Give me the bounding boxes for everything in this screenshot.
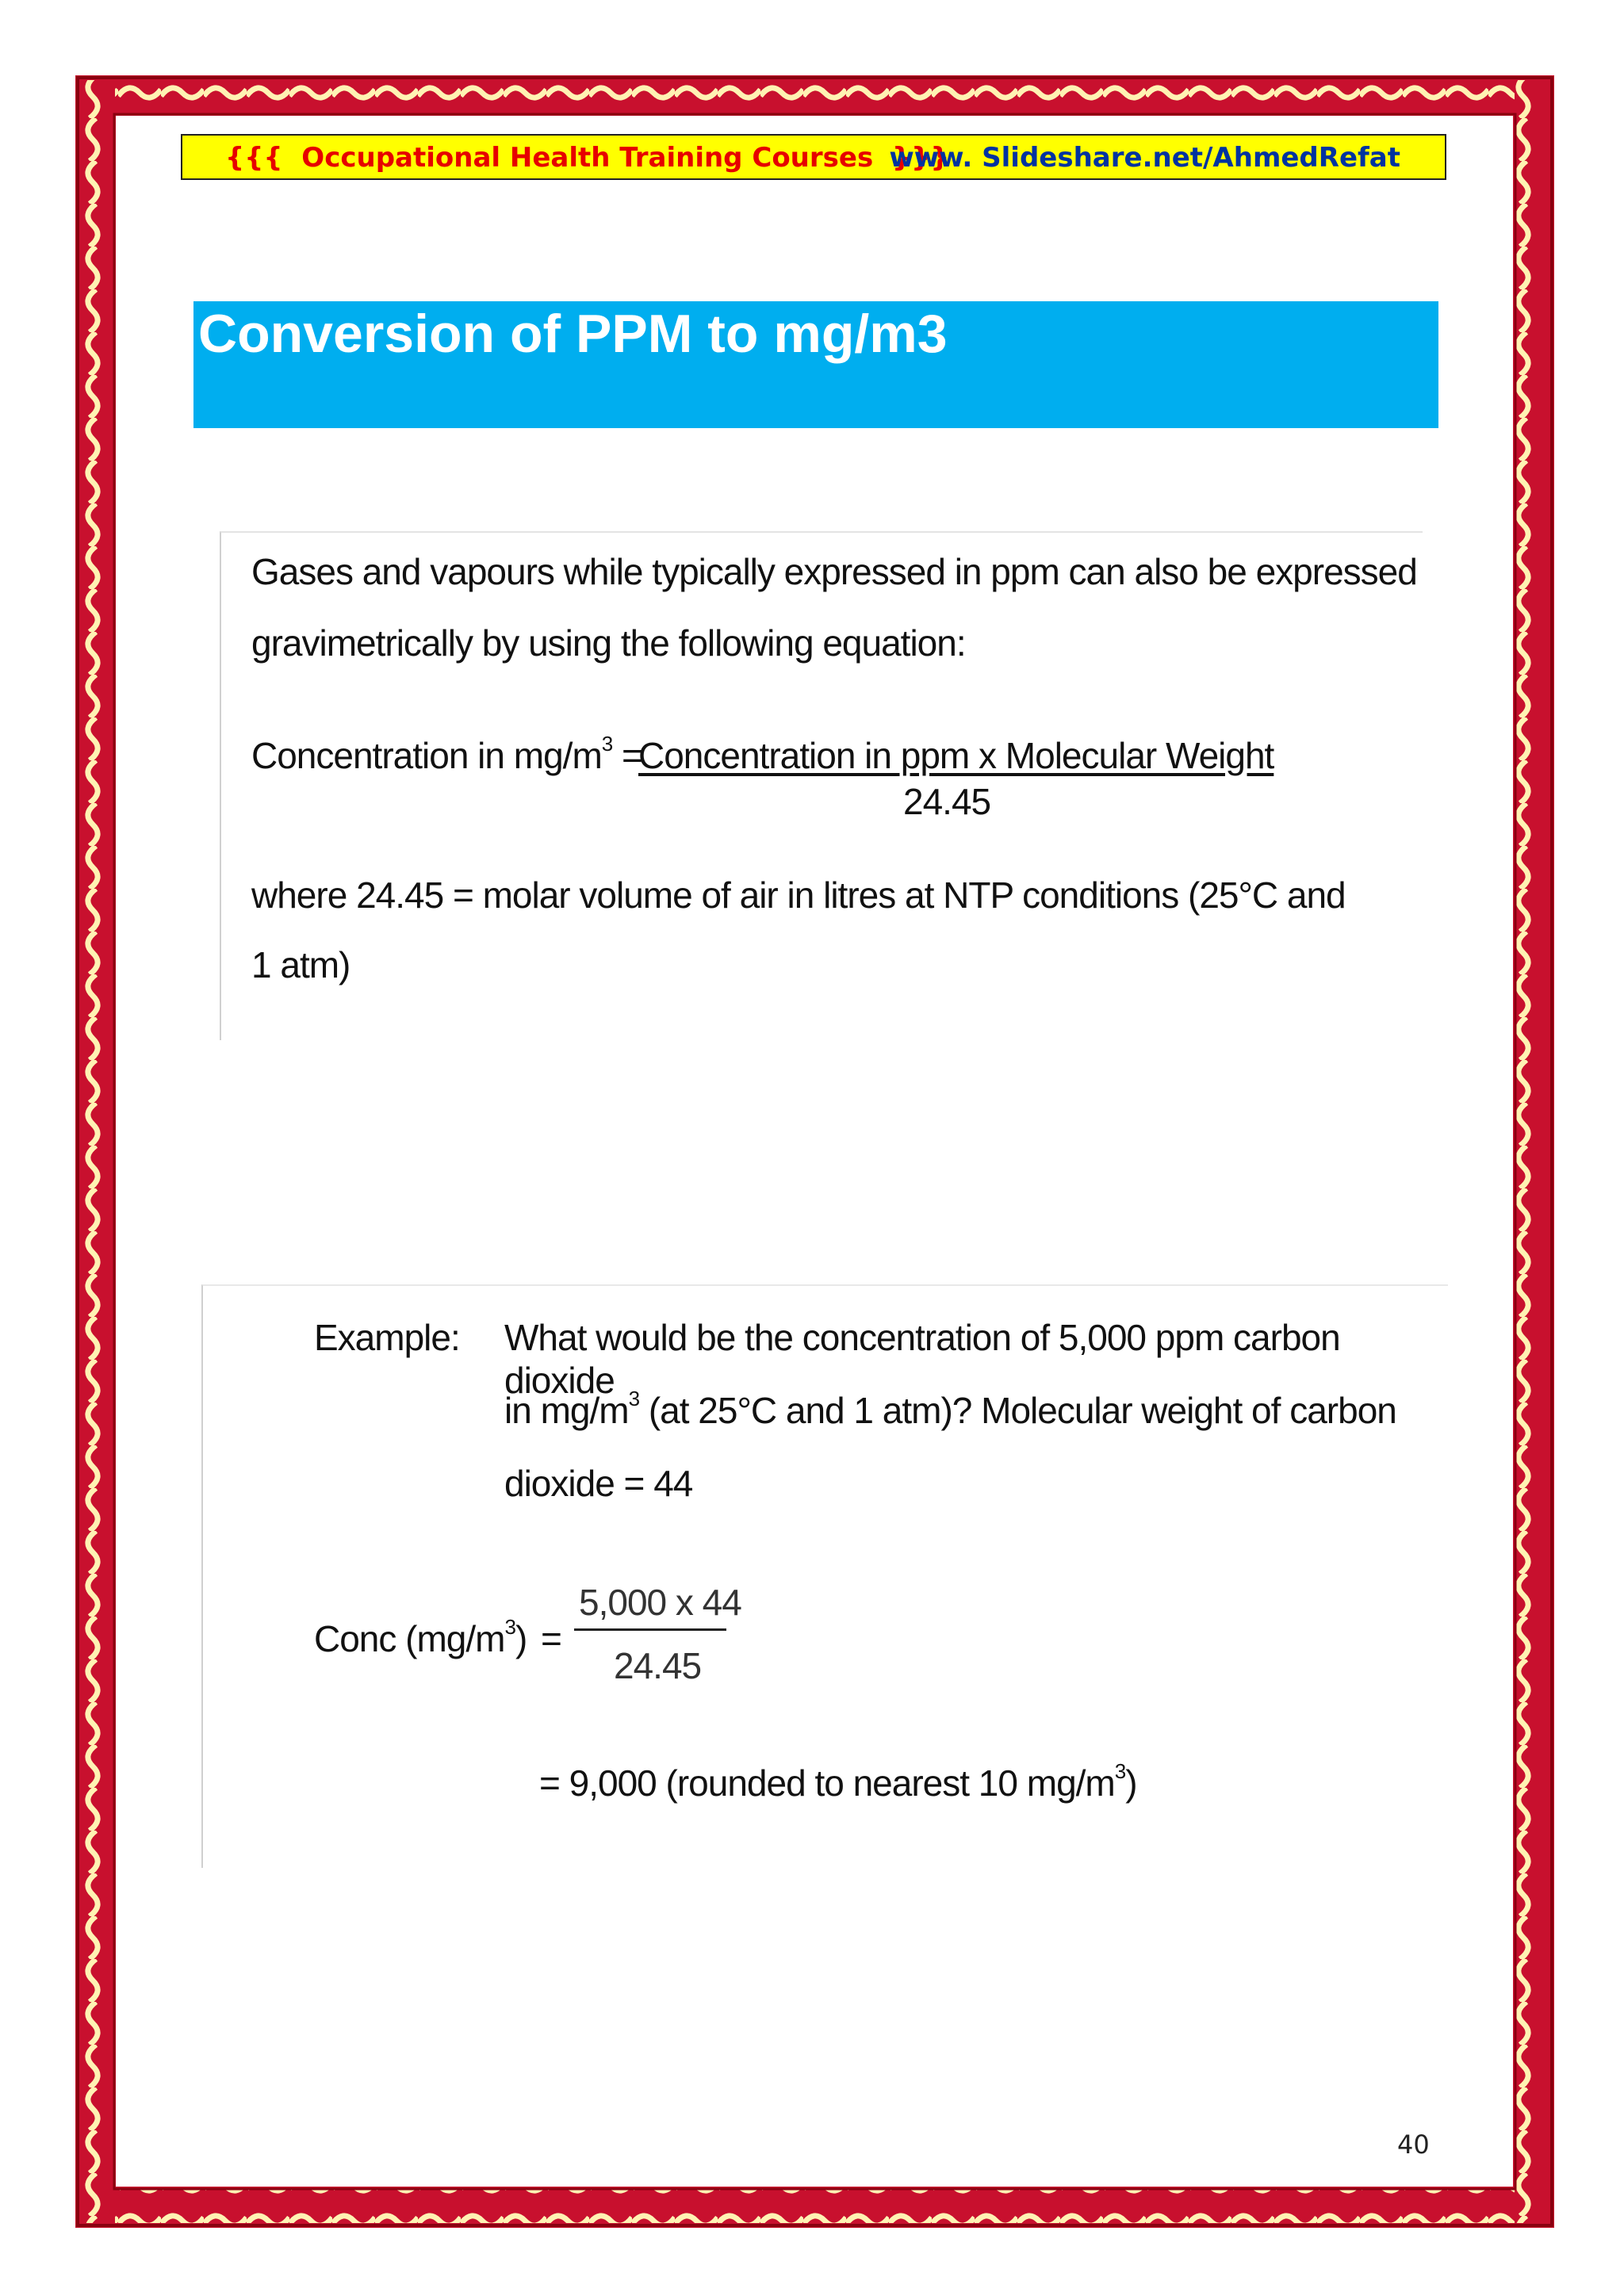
conc-label-superscript: 3 [504,1615,515,1639]
question-unit-superscript: 3 [628,1387,640,1410]
title-banner [193,301,1438,428]
conc-label-close: ) [515,1618,527,1659]
page-title: Conversion of PPM to mg/m3 [198,304,948,364]
equation-left-superscript: 3 [601,732,613,756]
equation-denominator: 24.45 [903,781,991,822]
page-content [116,116,1513,2187]
page-number: 40 [1397,2130,1430,2160]
fraction-numerator: 5,000 x 44 [579,1582,741,1623]
question-unit-text: in mg/m [504,1390,629,1431]
header-course-title: {{{ Occupational Health Training Courses }}} [225,142,950,174]
result-superscript: 3 [1114,1759,1126,1783]
where-line-2: 1 atm) [251,944,350,985]
intro-line-2: gravimetrically by using the following equation: [251,622,966,664]
result-close: ) [1125,1762,1137,1804]
equation-numerator: Concentration in ppm x Molecular Weight [638,735,1274,776]
result-line [539,1759,1137,1804]
header-website-link[interactable]: www. Slideshare.net/AhmedRefat [889,142,1400,174]
conc-label [314,1617,527,1660]
where-line-1: where 24.45 = molar volume of air in litres at NTP conditions (25°C and [251,874,1346,916]
equals-sign: = [541,1618,561,1659]
equation-equals: = [612,735,642,776]
conc-label-text: Conc (mg/m [314,1618,505,1659]
equation-panel [220,531,1423,1040]
example-question-line-3: dioxide = 44 [504,1463,693,1504]
equation-left-text: Concentration in mg/m [251,735,602,776]
header-banner [181,134,1446,180]
question-conditions-text: (at 25°C and 1 atm)? Molecular weight of carbon [639,1390,1396,1431]
example-question-line-2 [504,1389,1396,1432]
fraction-bar [574,1628,726,1631]
result-text: = 9,000 (rounded to nearest 10 mg/m [539,1762,1115,1804]
example-label: Example: [314,1317,460,1358]
intro-line-1: Gases and vapours while typically expressed in ppm can also be expressed [251,551,1417,592]
fraction-denominator: 24.45 [614,1645,702,1686]
example-panel [201,1284,1448,1868]
example-question-line-1: What would be the concentration of 5,000 ppm carbon dioxide [504,1317,1340,1401]
equation-left-side [251,734,642,777]
